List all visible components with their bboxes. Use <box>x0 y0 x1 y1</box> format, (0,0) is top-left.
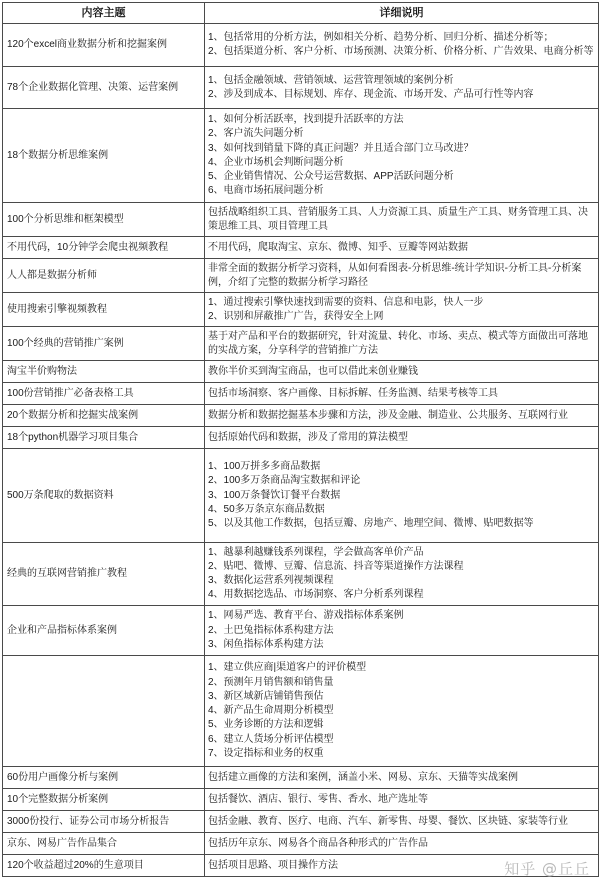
row-topic: 100个分析思维和框架模型 <box>3 203 205 237</box>
row-detail <box>205 383 599 405</box>
table-row <box>3 405 599 427</box>
detail-line: 2、包括渠道分析、客户分析、市场预测、决策分析、价格分析、广告效果、电商分析等 <box>208 46 594 58</box>
table-row <box>3 449 599 543</box>
row-topic: 20个数据分析和挖掘实战案例 <box>3 405 205 427</box>
detail-line: 非常全面的数据分析学习资料，从如何看图表-分析思维-统计学知识-分析工具-分析案例，介绍了完整的数据分析学习路径 <box>208 262 582 288</box>
header-row <box>3 3 599 24</box>
detail-line: 7、设定指标和业务的权重 <box>208 747 324 759</box>
row-topic <box>3 656 205 767</box>
row-topic: 经典的互联网营销推广教程 <box>3 543 205 606</box>
detail-line: 1、100万拼多多商品数据 <box>208 461 321 473</box>
table-row <box>3 427 599 449</box>
detail-line: 包括项目思路、项目操作方法 <box>208 859 338 871</box>
table-row <box>3 293 599 327</box>
row-topic: 78个企业数据化管理、决策、运营案例 <box>3 67 205 109</box>
detail-line: 6、建立人货场分析评估模型 <box>208 733 334 745</box>
detail-line: 1、建立供应商|渠道客户的评价模型 <box>208 662 367 674</box>
detail-line: 3、新区域新店铺销售预估 <box>208 690 324 702</box>
detail-line: 1、网易严选、教育平台、游戏指标体系案例 <box>208 610 404 622</box>
table-row <box>3 811 599 833</box>
detail-line: 2、预测年月销售额和销售量 <box>208 676 334 688</box>
detail-line: 5、企业销售情况、公众号运营数据、APP活跃问题分析 <box>208 170 454 182</box>
table-row <box>3 383 599 405</box>
detail-line: 数据分析和数据挖掘基本步骤和方法，涉及金融、制造业、公共服务、互联网行业 <box>208 409 568 421</box>
detail-line: 包括战略组织工具、营销服务工具、人力资源工具、质量生产工具、财务管理工具、决策思维工具、项目管理工具 <box>208 206 588 232</box>
watermark: 知乎 @丘丘 <box>504 860 590 878</box>
table-row <box>3 789 599 811</box>
header-topic: 内容主题 <box>3 3 205 24</box>
header-detail: 详细说明 <box>205 3 599 24</box>
detail-line: 4、企业市场机会判断问题分析 <box>208 156 344 168</box>
row-topic: 淘宝半价购物法 <box>3 361 205 383</box>
table-row <box>3 767 599 789</box>
row-detail <box>205 833 599 855</box>
row-detail <box>205 767 599 789</box>
detail-line: 3、如何找到销量下降的真正问题？并且适合部门立马改进？ <box>208 142 474 154</box>
detail-line: 包括餐饮、酒店、银行、零售、香水、地产选址等 <box>208 793 428 805</box>
table-body <box>3 24 599 877</box>
table-row <box>3 237 599 259</box>
row-detail <box>205 293 599 327</box>
table-row <box>3 24 599 67</box>
detail-line: 基于对产品和平台的数据研究，针对流量、转化、市场、卖点、模式等方面做出可落地的实战方案，分享科学的营销推广方法 <box>208 330 588 356</box>
detail-line: 1、如何分析活跃率，找到提升活跃率的方法 <box>208 114 404 126</box>
detail-line: 5、业务诊断的方法和逻辑 <box>208 719 324 731</box>
row-detail <box>205 109 599 203</box>
detail-line: 2、识别和屏蔽推广广告，获得安全上网 <box>208 310 384 322</box>
detail-line: 5、以及其他工作数据，包括豆瓣、房地产、地理空间、微博、贴吧数据等 <box>208 518 534 529</box>
row-detail <box>205 405 599 427</box>
detail-line: 不用代码，爬取淘宝、京东、微博、知乎、豆瓣等网站数据 <box>208 241 468 253</box>
detail-line: 2、100多万条商品淘宝数据和评论 <box>208 475 361 487</box>
row-detail <box>205 789 599 811</box>
detail-line: 4、50多万条京东商品数据 <box>208 503 325 515</box>
row-detail <box>205 203 599 237</box>
row-topic: 3000份投行、证券公司市场分析报告 <box>3 811 205 833</box>
table-row <box>3 833 599 855</box>
detail-line: 教你半价买到淘宝商品，也可以借此来创业赚钱 <box>208 365 418 377</box>
table-row <box>3 259 599 293</box>
row-topic: 人人都是数据分析师 <box>3 259 205 293</box>
row-detail <box>205 67 599 109</box>
row-topic: 120个收益超过20%的生意项目 <box>3 855 205 877</box>
detail-line: 1、通过搜索引擎快速找到需要的资料、信息和电影，快人一步 <box>208 296 484 308</box>
detail-line: 6、电商市场拓展问题分析 <box>208 185 324 197</box>
row-topic: 100份营销推广必备表格工具 <box>3 383 205 405</box>
row-detail <box>205 606 599 656</box>
row-topic: 500万条爬取的数据资料 <box>3 449 205 543</box>
row-detail <box>205 449 599 543</box>
row-topic: 10个完整数据分析案例 <box>3 789 205 811</box>
row-detail <box>205 327 599 361</box>
table-row <box>3 656 599 767</box>
row-detail <box>205 427 599 449</box>
row-detail <box>205 361 599 383</box>
row-topic: 60份用户画像分析与案例 <box>3 767 205 789</box>
row-topic: 100个经典的营销推广案例 <box>3 327 205 361</box>
row-detail <box>205 656 599 767</box>
row-detail <box>205 237 599 259</box>
detail-line: 包括原始代码和数据，涉及了常用的算法模型 <box>208 431 408 443</box>
detail-line: 1、越暴利越赚钱系列课程，学会做高客单价产品 <box>208 546 424 558</box>
detail-line: 4、用数据挖选品、市场洞察、客户分析系列课程 <box>208 589 424 601</box>
row-detail <box>205 24 599 67</box>
table-row <box>3 327 599 361</box>
table-row <box>3 361 599 383</box>
table-row <box>3 543 599 606</box>
table-row <box>3 109 599 203</box>
detail-line: 4、新产品生命周期分析模型 <box>208 705 334 717</box>
detail-line: 2、土巴兔指标体系构建方法 <box>208 624 334 636</box>
row-topic: 18个数据分析思维案例 <box>3 109 205 203</box>
detail-line: 3、数据化运营系列视频课程 <box>208 575 334 587</box>
row-topic: 使用搜索引擎视频教程 <box>3 293 205 327</box>
row-detail <box>205 811 599 833</box>
detail-line: 包括历年京东、网易各个商品各种形式的广告作品 <box>208 837 428 849</box>
row-topic: 不用代码，10分钟学会爬虫视频教程 <box>3 237 205 259</box>
row-topic: 企业和产品指标体系案例 <box>3 606 205 656</box>
detail-line: 包括建立画像的方法和案例，涵盖小米、网易、京东、天猫等实战案例 <box>208 771 518 783</box>
table-row <box>3 67 599 109</box>
row-detail <box>205 543 599 606</box>
table-row <box>3 606 599 656</box>
detail-line: 2、客户流失问题分析 <box>208 128 304 140</box>
detail-line: 2、涉及到成本、目标规划、库存、现金流、市场开发、产品可行性等内容 <box>208 88 534 100</box>
row-topic: 18个python机器学习项目集合 <box>3 427 205 449</box>
detail-line: 3、100万条餐饮订餐平台数据 <box>208 489 341 501</box>
detail-line: 1、包括金融领域、营销领域、运营管理领域的案例分析 <box>208 74 454 86</box>
row-topic: 120个excel商业数据分析和挖掘案例 <box>3 24 205 67</box>
row-detail <box>205 259 599 293</box>
detail-line: 包括金融、教育、医疗、电商、汽车、新零售、母婴、餐饮、区块链、家装等行业 <box>208 815 568 827</box>
row-topic: 京东、网易广告作品集合 <box>3 833 205 855</box>
detail-line: 包括市场洞察、客户画像、目标拆解、任务监测、结果考核等工具 <box>208 387 498 399</box>
detail-line: 2、贴吧、微博、豆瓣、信息流、抖音等渠道操作方法课程 <box>208 561 464 572</box>
detail-line: 1、包括常用的分析方法，例如相关分析、趋势分析、回归分析、描述分析等； <box>208 32 554 43</box>
content-table <box>2 2 599 877</box>
detail-line: 3、闲鱼指标体系构建方法 <box>208 638 324 650</box>
table-row <box>3 203 599 237</box>
